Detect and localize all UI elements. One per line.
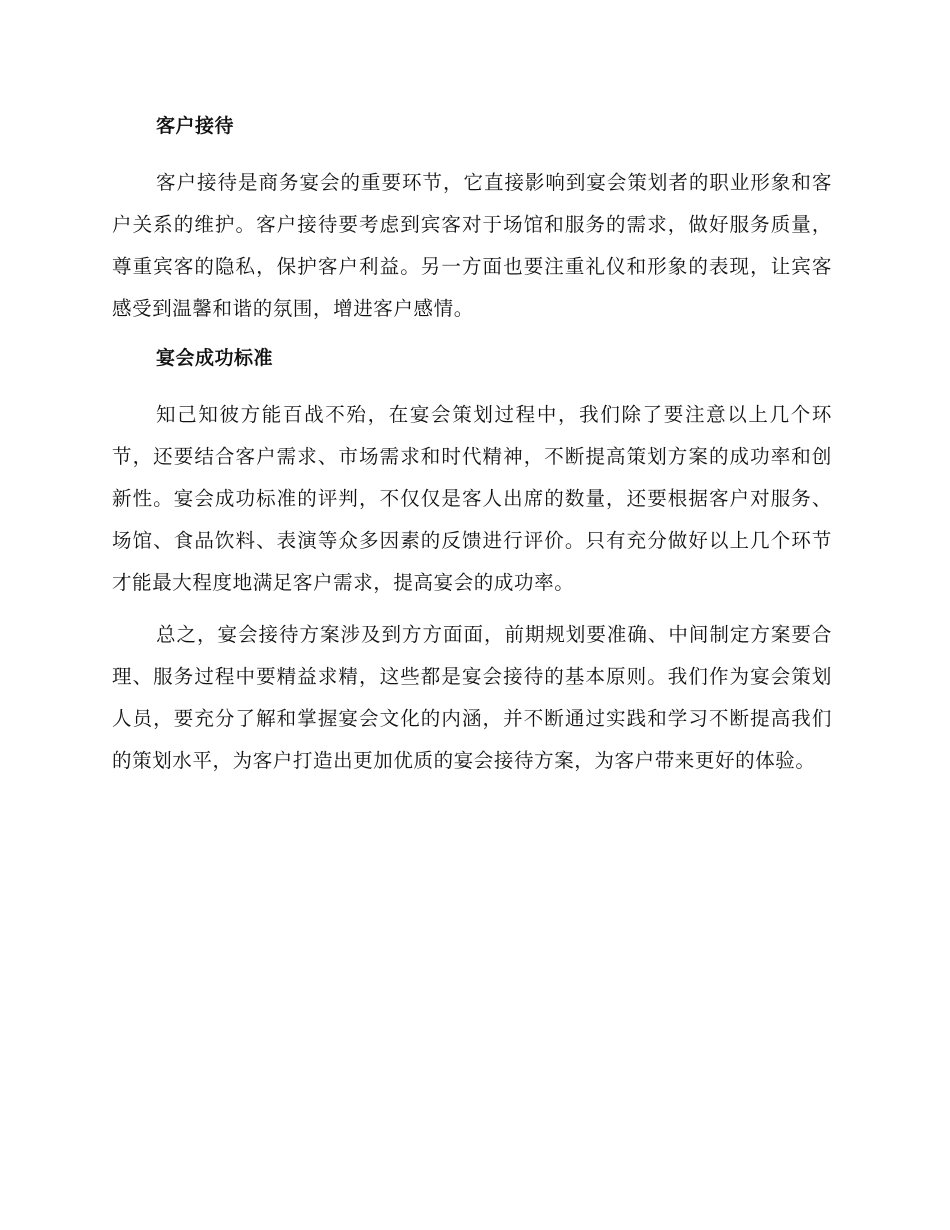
document-page — [112, 108, 832, 782]
section-paragraph-customer-reception: 客户接待是商务宴会的重要环节，它直接影响到宴会策划者的职业形象和客户关系的维护。客户接待要考虑到宾客对于场馆和服务的需求，做好服务质量，尊重宾客的隐私，保护客户利益。另一方面也要注重礼仪和形象的表现，让宾客感受到温馨和谐的氛围，增进客户感情。 — [112, 171, 832, 320]
conclusion-paragraph: 总之，宴会接待方案涉及到方方面面，前期规划要准确、中间制定方案要合理、服务过程中要精益求精，这些都是宴会接待的基本原则。我们作为宴会策划人员，要充分了解和掌握宴会文化的内涵，并不断通过实践和学习不断提高我们的策划水平，为客户打造出更加优质的宴会接待方案，为客户带来更好的体验。 — [112, 623, 832, 772]
section-paragraph-success-criteria: 知己知彼方能百战不殆，在宴会策划过程中，我们除了要注意以上几个环节，还要结合客户需求、市场需求和时代精神，不断提高策划方案的成功率和创新性。宴会成功标准的评判，不仅仅是客人出席的数量，还要根据客户对服务、场馆、食品饮料、表演等众多因素的反馈进行评价。只有充分做好以上几个环节才能最大程度地满足客户需求，提高宴会的成功率。 — [112, 403, 832, 594]
section-heading-success-criteria: 宴会成功标准 — [156, 347, 274, 369]
section-heading-customer-reception: 客户接待 — [156, 115, 235, 137]
